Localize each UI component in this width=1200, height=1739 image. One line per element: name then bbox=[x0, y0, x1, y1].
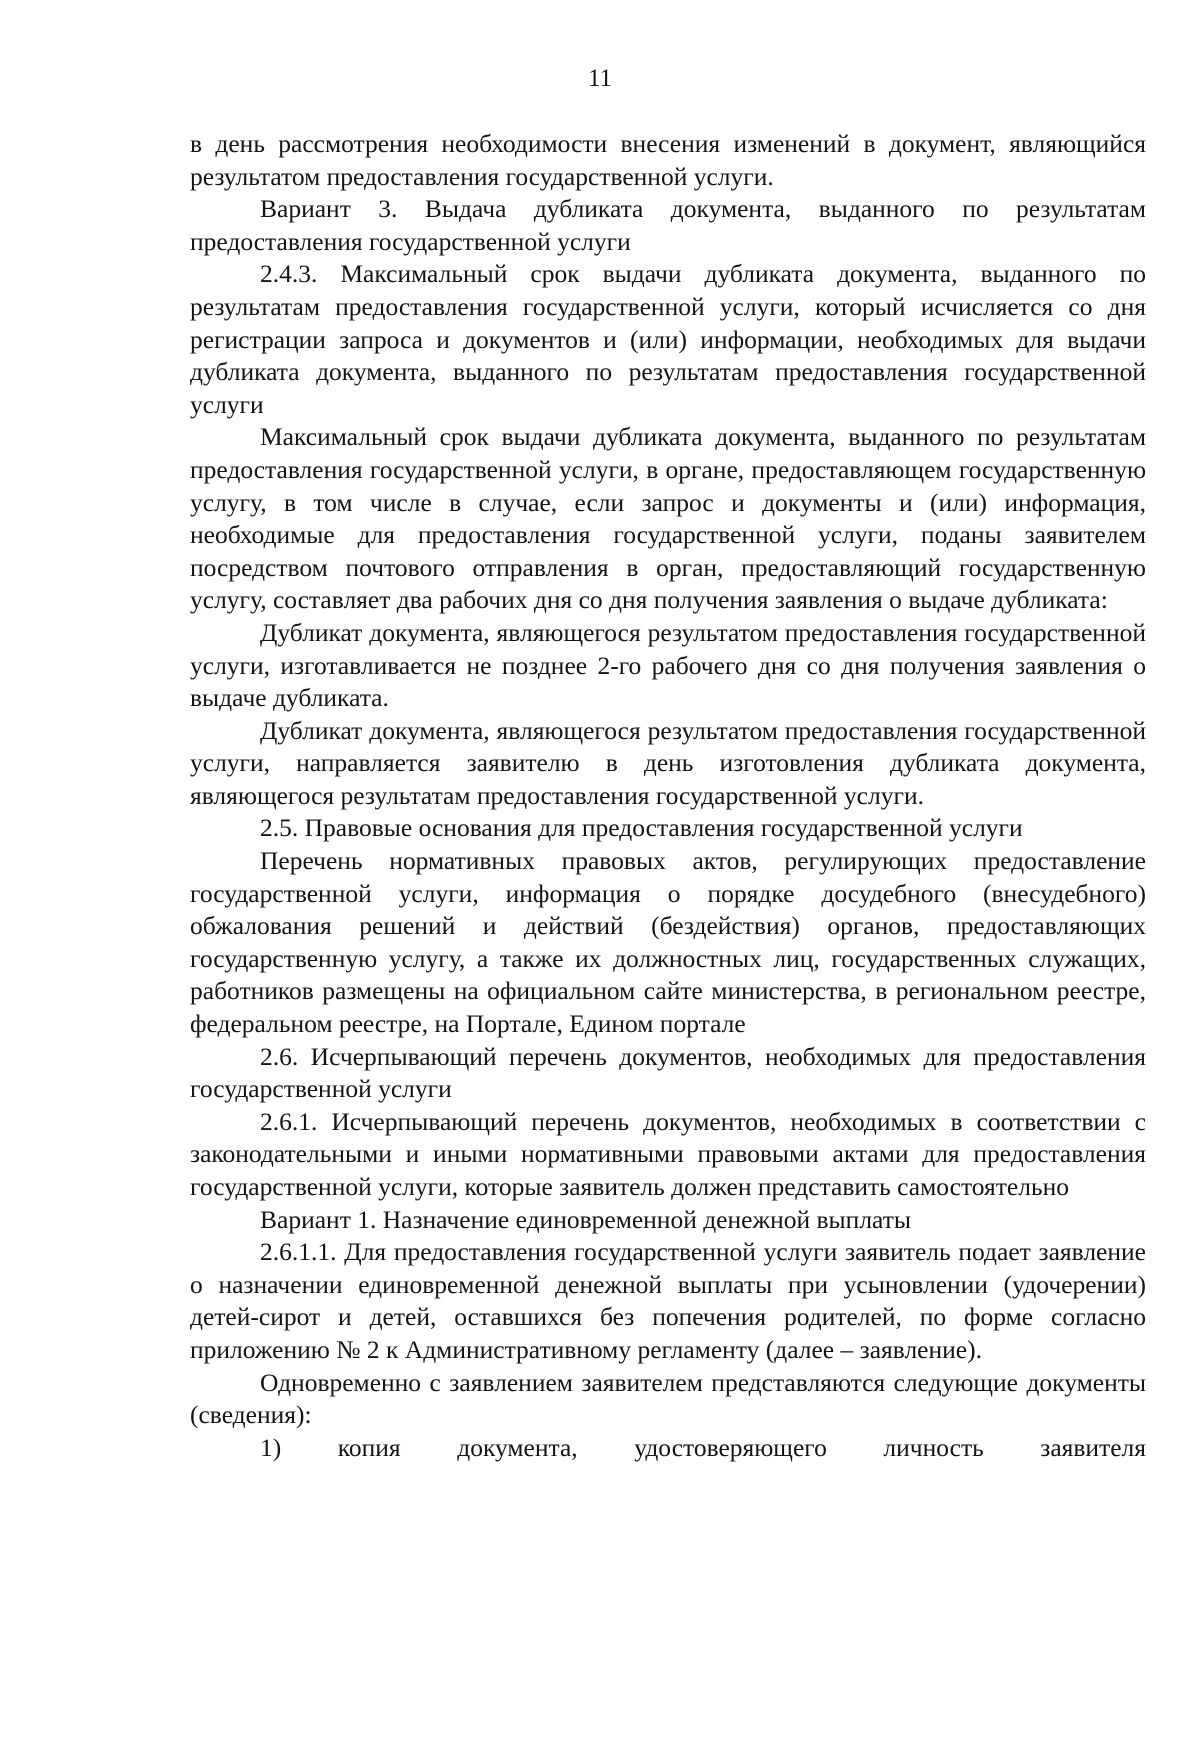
paragraph-duplicate-sent: Дубликат документа, являющегося результатом предоставления государственной услуги, направляется заявителю в день изготовления дубликата документа, являющегося результатам предоставления государственной услуги. bbox=[190, 715, 1146, 810]
paragraph-max-term: Максимальный срок выдачи дубликата документа, выданного по результатам предоставления государственной услуги, в органе, предоставляющем государственную услугу, в том числе в случае, если запрос и документы и (или) информация, необходимые для предоставления государственной услуги, поданы заявителем посредством почтового отправления в орган, предоставляющий государственную услугу, составляет два рабочих дня со дня получения заявления о выдаче дубликата: bbox=[190, 422, 1146, 615]
paragraph-2-6-1-1: 2.6.1.1. Для предоставления государственной услуги заявитель подает заявление о назначении единовременной денежной выплаты при усыновлении (удочерении) детей-сирот и детей, оставшихся без попечения родителей, по форме согласно приложению № 2 к Административному регламенту (далее – заявление). bbox=[190, 1237, 1146, 1364]
paragraph-2-4-3: 2.4.3. Максимальный срок выдачи дубликата документа, выданного по результатам предоставления государственной услуги, который исчисляется со дня регистрации запроса и документов и (или) информации, необходимых для выдачи дубликата документа, выданного по результатам предоставления государственной услуги bbox=[190, 259, 1146, 419]
paragraph-2-5-heading: 2.5. Правовые основания для предоставления государственной услуги bbox=[260, 813, 1023, 843]
paragraph-variant-1-heading: Вариант 1. Назначение единовременной денежной выплаты bbox=[260, 1204, 911, 1234]
paragraph-2-6-heading: 2.6. Исчерпывающий перечень документов, необходимых для предоставления государственной услуги bbox=[190, 1041, 1146, 1104]
paragraph-continuation: в день рассмотрения необходимости внесения изменений в документ, являющийся результатом предоставления государственной услуги. bbox=[190, 129, 1146, 191]
paragraph-documents-intro: Одновременно с заявлением заявителем представляются следующие документы (сведения): bbox=[190, 1367, 1146, 1430]
paragraph-2-6-1: 2.6.1. Исчерпывающий перечень документов, необходимых в соответствии с законодательными и иными нормативными правовыми актами для предоставления государственной услуги, которые заявитель должен представить самостоятельно bbox=[190, 1106, 1146, 1201]
paragraph-duplicate-made: Дубликат документа, являющегося результатом предоставления государственной услуги, изготавливается не позднее 2-го рабочего дня со дня получения заявления о выдаче дубликата. bbox=[190, 617, 1146, 713]
page-number: 11 bbox=[587, 65, 613, 92]
document-body bbox=[190, 128, 1146, 1464]
paragraph-legal-acts: Перечень нормативных правовых актов, регулирующих предоставление государственной услуги, информация о порядке досудебного (внесудебного) обжалования решений и действий (бездействия) органов, предоставляющих государственную услугу, а также их должностных лиц, государственных служащих, работников размещены на официальном сайте министерства, в региональном реестре, федеральном реестре, на Портале, Едином портале bbox=[190, 846, 1146, 1039]
paragraph-variant-3-heading: Вариант 3. Выдача дубликата документа, выданного по результатам предоставления государственной услуги bbox=[190, 194, 1146, 256]
list-item-1: 1) копия документа, удостоверяющего личность заявителя bbox=[260, 1432, 1146, 1462]
